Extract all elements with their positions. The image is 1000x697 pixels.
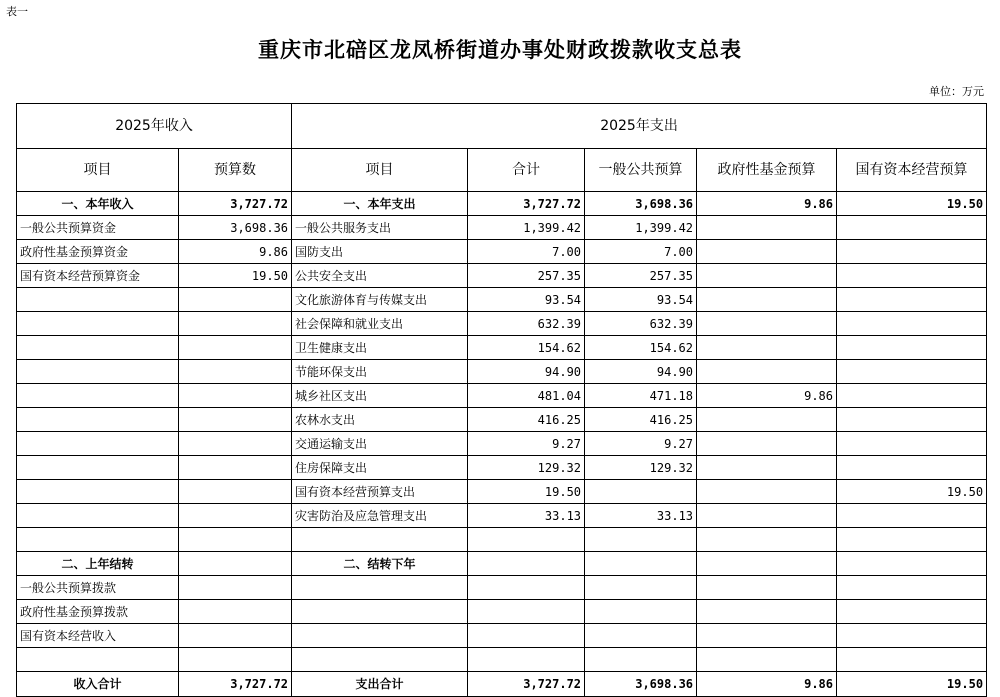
income-item-cell: 政府性基金预算拨款 <box>17 600 179 624</box>
expense-item-cell: 住房保障支出 <box>292 456 468 480</box>
capital-budget-cell <box>837 600 987 624</box>
total-cell: 9.27 <box>468 432 585 456</box>
capital-budget-cell: 19.50 <box>837 192 987 216</box>
fund-budget-cell <box>697 432 837 456</box>
expense-item-cell <box>292 528 468 552</box>
fund-budget-cell <box>697 648 837 672</box>
capital-budget-cell: 19.50 <box>837 480 987 504</box>
total-cell: 19.50 <box>468 480 585 504</box>
general-budget-cell: 632.39 <box>585 312 697 336</box>
fund-budget-cell <box>697 288 837 312</box>
income-amount-cell: 3,727.72 <box>179 192 292 216</box>
fund-budget-cell <box>697 216 837 240</box>
fund-budget-cell <box>697 408 837 432</box>
general-budget-cell: 93.54 <box>585 288 697 312</box>
general-budget-cell: 154.62 <box>585 336 697 360</box>
total-cell: 33.13 <box>468 504 585 528</box>
income-item-cell: 一、本年收入 <box>17 192 179 216</box>
budget-table <box>16 103 987 697</box>
expense-item-cell <box>292 648 468 672</box>
fund-budget-cell <box>697 624 837 648</box>
general-budget-cell: 33.13 <box>585 504 697 528</box>
fund-budget-cell: 9.86 <box>697 384 837 408</box>
income-amount-cell: 9.86 <box>179 240 292 264</box>
col-header-income-item: 项目 <box>17 149 179 192</box>
capital-budget-cell <box>837 624 987 648</box>
total-cell: 129.32 <box>468 456 585 480</box>
total-cell: 94.90 <box>468 360 585 384</box>
general-budget-cell <box>585 480 697 504</box>
col-header-expense-item: 项目 <box>292 149 468 192</box>
col-header-total: 合计 <box>468 149 585 192</box>
income-item-cell <box>17 456 179 480</box>
income-amount-cell <box>179 456 292 480</box>
general-budget-cell: 9.27 <box>585 432 697 456</box>
expense-total-amount: 3,727.72 <box>468 672 585 697</box>
expense-item-cell: 卫生健康支出 <box>292 336 468 360</box>
capital-budget-total: 19.50 <box>837 672 987 697</box>
expense-item-cell: 文化旅游体育与传媒支出 <box>292 288 468 312</box>
fund-budget-cell <box>697 456 837 480</box>
total-cell: 154.62 <box>468 336 585 360</box>
income-amount-cell <box>179 648 292 672</box>
income-amount-cell <box>179 480 292 504</box>
general-budget-cell: 94.90 <box>585 360 697 384</box>
expense-item-cell: 交通运输支出 <box>292 432 468 456</box>
total-cell: 93.54 <box>468 288 585 312</box>
income-item-cell <box>17 648 179 672</box>
expense-item-cell: 城乡社区支出 <box>292 384 468 408</box>
total-cell <box>468 648 585 672</box>
table-row <box>17 240 987 264</box>
col-header-income-budget: 预算数 <box>179 149 292 192</box>
general-budget-cell: 3,698.36 <box>585 192 697 216</box>
fund-budget-cell <box>697 312 837 336</box>
fund-budget-cell <box>697 552 837 576</box>
table-row <box>17 360 987 384</box>
capital-budget-cell <box>837 240 987 264</box>
total-cell: 416.25 <box>468 408 585 432</box>
total-cell <box>468 528 585 552</box>
general-budget-cell: 129.32 <box>585 456 697 480</box>
general-budget-cell <box>585 600 697 624</box>
expense-item-cell: 节能环保支出 <box>292 360 468 384</box>
totals-row <box>17 672 987 697</box>
table-row <box>17 288 987 312</box>
income-item-cell <box>17 288 179 312</box>
income-amount-cell <box>179 552 292 576</box>
capital-budget-cell <box>837 288 987 312</box>
general-budget-cell <box>585 552 697 576</box>
capital-budget-cell <box>837 216 987 240</box>
income-amount-cell <box>179 312 292 336</box>
expense-item-cell <box>292 600 468 624</box>
income-item-cell: 国有资本经营预算资金 <box>17 264 179 288</box>
fund-budget-cell <box>697 336 837 360</box>
income-item-cell <box>17 336 179 360</box>
expense-group-header: 2025年支出 <box>292 104 987 149</box>
income-item-cell <box>17 528 179 552</box>
col-header-capital-budget: 国有资本经营预算 <box>837 149 987 192</box>
table-row <box>17 264 987 288</box>
fund-budget-total: 9.86 <box>697 672 837 697</box>
expense-item-cell: 灾害防治及应急管理支出 <box>292 504 468 528</box>
fund-budget-cell: 9.86 <box>697 192 837 216</box>
total-cell: 632.39 <box>468 312 585 336</box>
income-item-cell: 政府性基金预算资金 <box>17 240 179 264</box>
total-cell: 481.04 <box>468 384 585 408</box>
general-budget-cell <box>585 648 697 672</box>
income-item-cell: 一般公共预算拨款 <box>17 576 179 600</box>
table-row <box>17 576 987 600</box>
total-cell <box>468 624 585 648</box>
total-cell <box>468 600 585 624</box>
capital-budget-cell <box>837 648 987 672</box>
table-row <box>17 552 987 576</box>
expense-item-cell: 国有资本经营预算支出 <box>292 480 468 504</box>
income-amount-cell: 19.50 <box>179 264 292 288</box>
table-row <box>17 432 987 456</box>
table-row <box>17 192 987 216</box>
capital-budget-cell <box>837 504 987 528</box>
general-budget-cell <box>585 624 697 648</box>
fund-budget-cell <box>697 240 837 264</box>
general-budget-cell: 257.35 <box>585 264 697 288</box>
general-budget-total: 3,698.36 <box>585 672 697 697</box>
col-header-general-budget: 一般公共预算 <box>585 149 697 192</box>
expense-item-cell: 二、结转下年 <box>292 552 468 576</box>
income-group-header: 2025年收入 <box>17 104 292 149</box>
income-amount-cell <box>179 504 292 528</box>
expense-item-cell: 一、本年支出 <box>292 192 468 216</box>
capital-budget-cell <box>837 552 987 576</box>
income-amount-cell <box>179 432 292 456</box>
table-row <box>17 384 987 408</box>
capital-budget-cell <box>837 312 987 336</box>
capital-budget-cell <box>837 528 987 552</box>
income-total-label: 收入合计 <box>17 672 179 697</box>
general-budget-cell: 1,399.42 <box>585 216 697 240</box>
income-item-cell: 国有资本经营收入 <box>17 624 179 648</box>
total-cell <box>468 576 585 600</box>
income-item-cell: 一般公共预算资金 <box>17 216 179 240</box>
total-cell <box>468 552 585 576</box>
table-row <box>17 624 987 648</box>
unit-label: 单位：万元 <box>929 85 984 98</box>
income-amount-cell <box>179 384 292 408</box>
income-amount-cell <box>179 528 292 552</box>
income-amount-cell <box>179 336 292 360</box>
total-cell: 3,727.72 <box>468 192 585 216</box>
capital-budget-cell <box>837 408 987 432</box>
capital-budget-cell <box>837 456 987 480</box>
income-item-cell <box>17 432 179 456</box>
fund-budget-cell <box>697 480 837 504</box>
table-row <box>17 336 987 360</box>
income-amount-cell <box>179 624 292 648</box>
fund-budget-cell <box>697 528 837 552</box>
table-tag: 表一 <box>6 5 28 18</box>
capital-budget-cell <box>837 576 987 600</box>
table-row <box>17 480 987 504</box>
capital-budget-cell <box>837 264 987 288</box>
expense-total-label: 支出合计 <box>292 672 468 697</box>
income-item-cell <box>17 480 179 504</box>
expense-item-cell: 国防支出 <box>292 240 468 264</box>
capital-budget-cell <box>837 432 987 456</box>
fund-budget-cell <box>697 600 837 624</box>
table-row <box>17 312 987 336</box>
table-row <box>17 456 987 480</box>
income-item-cell <box>17 312 179 336</box>
general-budget-cell: 416.25 <box>585 408 697 432</box>
capital-budget-cell <box>837 384 987 408</box>
income-item-cell <box>17 360 179 384</box>
income-item-cell <box>17 384 179 408</box>
expense-item-cell: 社会保障和就业支出 <box>292 312 468 336</box>
income-total-amount: 3,727.72 <box>179 672 292 697</box>
table-row <box>17 504 987 528</box>
table-row <box>17 216 987 240</box>
fund-budget-cell <box>697 504 837 528</box>
general-budget-cell: 7.00 <box>585 240 697 264</box>
income-amount-cell <box>179 576 292 600</box>
expense-item-cell <box>292 624 468 648</box>
income-amount-cell: 3,698.36 <box>179 216 292 240</box>
col-header-fund-budget: 政府性基金预算 <box>697 149 837 192</box>
table-row <box>17 528 987 552</box>
income-item-cell <box>17 504 179 528</box>
fund-budget-cell <box>697 264 837 288</box>
fund-budget-cell <box>697 360 837 384</box>
income-amount-cell <box>179 360 292 384</box>
capital-budget-cell <box>837 336 987 360</box>
income-item-cell <box>17 408 179 432</box>
expense-item-cell: 公共安全支出 <box>292 264 468 288</box>
general-budget-cell <box>585 576 697 600</box>
fund-budget-cell <box>697 576 837 600</box>
table-row <box>17 648 987 672</box>
total-cell: 7.00 <box>468 240 585 264</box>
total-cell: 257.35 <box>468 264 585 288</box>
general-budget-cell: 471.18 <box>585 384 697 408</box>
group-header-row <box>17 104 987 149</box>
table-row <box>17 408 987 432</box>
income-amount-cell <box>179 600 292 624</box>
general-budget-cell <box>585 528 697 552</box>
expense-item-cell: 一般公共服务支出 <box>292 216 468 240</box>
income-amount-cell <box>179 288 292 312</box>
column-header-row <box>17 149 987 192</box>
income-item-cell: 二、上年结转 <box>17 552 179 576</box>
capital-budget-cell <box>837 360 987 384</box>
expense-item-cell <box>292 576 468 600</box>
table-row <box>17 600 987 624</box>
total-cell: 1,399.42 <box>468 216 585 240</box>
income-amount-cell <box>179 408 292 432</box>
expense-item-cell: 农林水支出 <box>292 408 468 432</box>
page-title: 重庆市北碚区龙凤桥街道办事处财政拨款收支总表 <box>258 37 742 62</box>
